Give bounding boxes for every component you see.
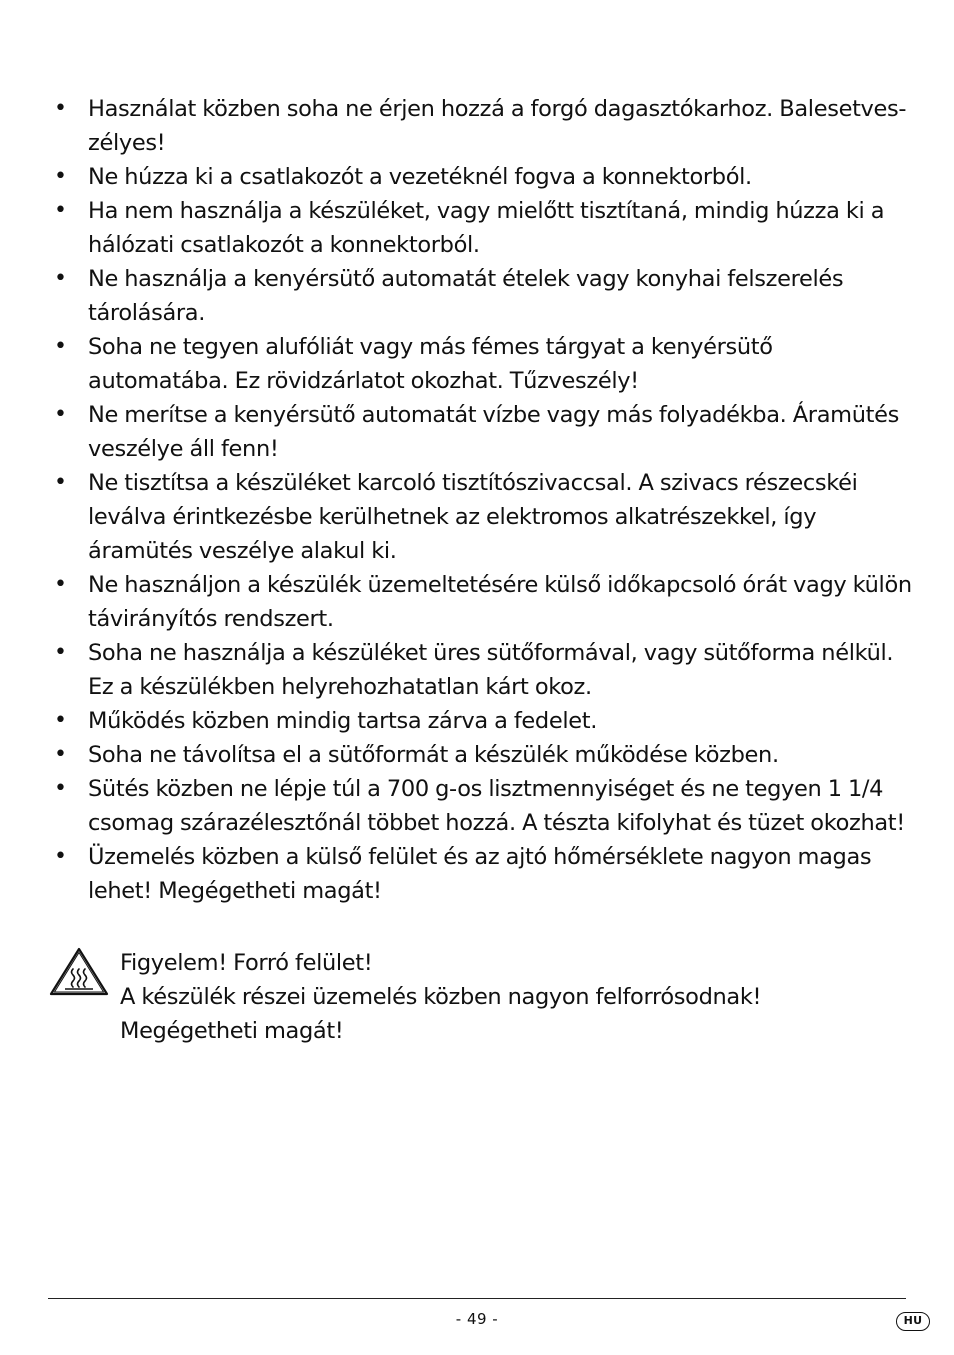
warning-heading: Figyelem! Forró felület!: [120, 950, 373, 976]
footer-divider: [48, 1298, 906, 1299]
list-item: [54, 636, 914, 704]
list-item-text: Ne használjon a készülék üzemeltetésére külső időkapcsoló órát vagy külön távirányítós rendszert.: [88, 572, 912, 632]
bullet-icon: •: [54, 334, 67, 359]
list-item: [54, 772, 914, 840]
list-item: [54, 398, 914, 466]
list-item: [54, 262, 914, 330]
list-item: [54, 194, 914, 262]
list-item-text: Ne tisztítsa a készüléket karcoló tisztítószivaccsal. A szivacs részecskéi leválva érintkezésbe kerülhetnek az elektromos alkatrészekkel, így áramütés veszélye alakul ki.: [88, 470, 858, 564]
bullet-icon: •: [54, 572, 67, 597]
safety-instructions-list: [54, 92, 914, 908]
list-item-text: Soha ne használja a készüléket üres sütőformával, vagy sütőforma nélkül. Ez a készülékben helyrehozhatatlan kárt okoz.: [88, 640, 894, 700]
warning-line: A készülék részei üzemelés közben nagyon felforrósodnak!: [120, 984, 762, 1010]
list-item: [54, 568, 914, 636]
list-item: [54, 160, 914, 194]
list-item-text: Sütés közben ne lépje túl a 700 g-os lisztmennyiséget és ne tegyen 1 1/4 csomag szárazélesztőnál többet hozzá. A tészta kifolyhat és tüzet okozhat!: [88, 776, 905, 836]
bullet-icon: •: [54, 708, 67, 733]
list-item-text: Működés közben mindig tartsa zárva a fedelet.: [88, 708, 598, 734]
page-number: - 49 -: [455, 1310, 499, 1328]
bullet-icon: •: [54, 742, 67, 767]
warning-text: [120, 946, 761, 1048]
list-item: [54, 840, 914, 908]
list-item: [54, 738, 914, 772]
list-item-text: Soha ne távolítsa el a sütőformát a készülék működése közben.: [88, 742, 779, 768]
warning-line: Megégetheti magát!: [120, 1018, 344, 1044]
language-badge: HU: [896, 1312, 930, 1331]
list-item-text: Ha nem használja a készüléket, vagy mielőtt tisztítaná, mindig húzza ki a hálózati csatlakozót a konnektorból.: [88, 198, 885, 258]
list-item-text: Üzemelés közben a külső felület és az ajtó hőmérséklete nagyon magas lehet! Megégetheti magát!: [88, 844, 872, 904]
list-item: [54, 466, 914, 568]
bullet-icon: •: [54, 844, 67, 869]
list-item-text: Ne merítse a kenyérsütő automatát vízbe vagy más folyadékba. Áramütés veszélye áll fenn!: [88, 402, 899, 462]
bullet-icon: •: [54, 266, 67, 291]
list-item-text: Ne használja a kenyérsütő automatát ételek vagy konyhai felszerelés tárolására.: [88, 266, 844, 326]
list-item-text: Ne húzza ki a csatlakozót a vezetéknél fogva a konnektorból.: [88, 164, 752, 190]
list-item-text: Soha ne tegyen alufóliát vagy más fémes tárgyat a kenyérsütő automatába. Ez rövidzárlatot okozhat. Tűzveszély!: [88, 334, 773, 394]
list-item: [54, 330, 914, 398]
bullet-icon: •: [54, 198, 67, 223]
bullet-icon: •: [54, 470, 67, 495]
hot-surface-warning-icon: [48, 946, 110, 998]
bullet-icon: •: [54, 164, 67, 189]
list-item: [54, 92, 914, 160]
bullet-icon: •: [54, 776, 67, 801]
bullet-icon: •: [54, 96, 67, 121]
list-item: [54, 704, 914, 738]
bullet-icon: •: [54, 402, 67, 427]
list-item-text: Használat közben soha ne érjen hozzá a forgó dagasztókarhoz. Balesetveszélyes!: [88, 96, 907, 156]
bullet-icon: •: [54, 640, 67, 665]
